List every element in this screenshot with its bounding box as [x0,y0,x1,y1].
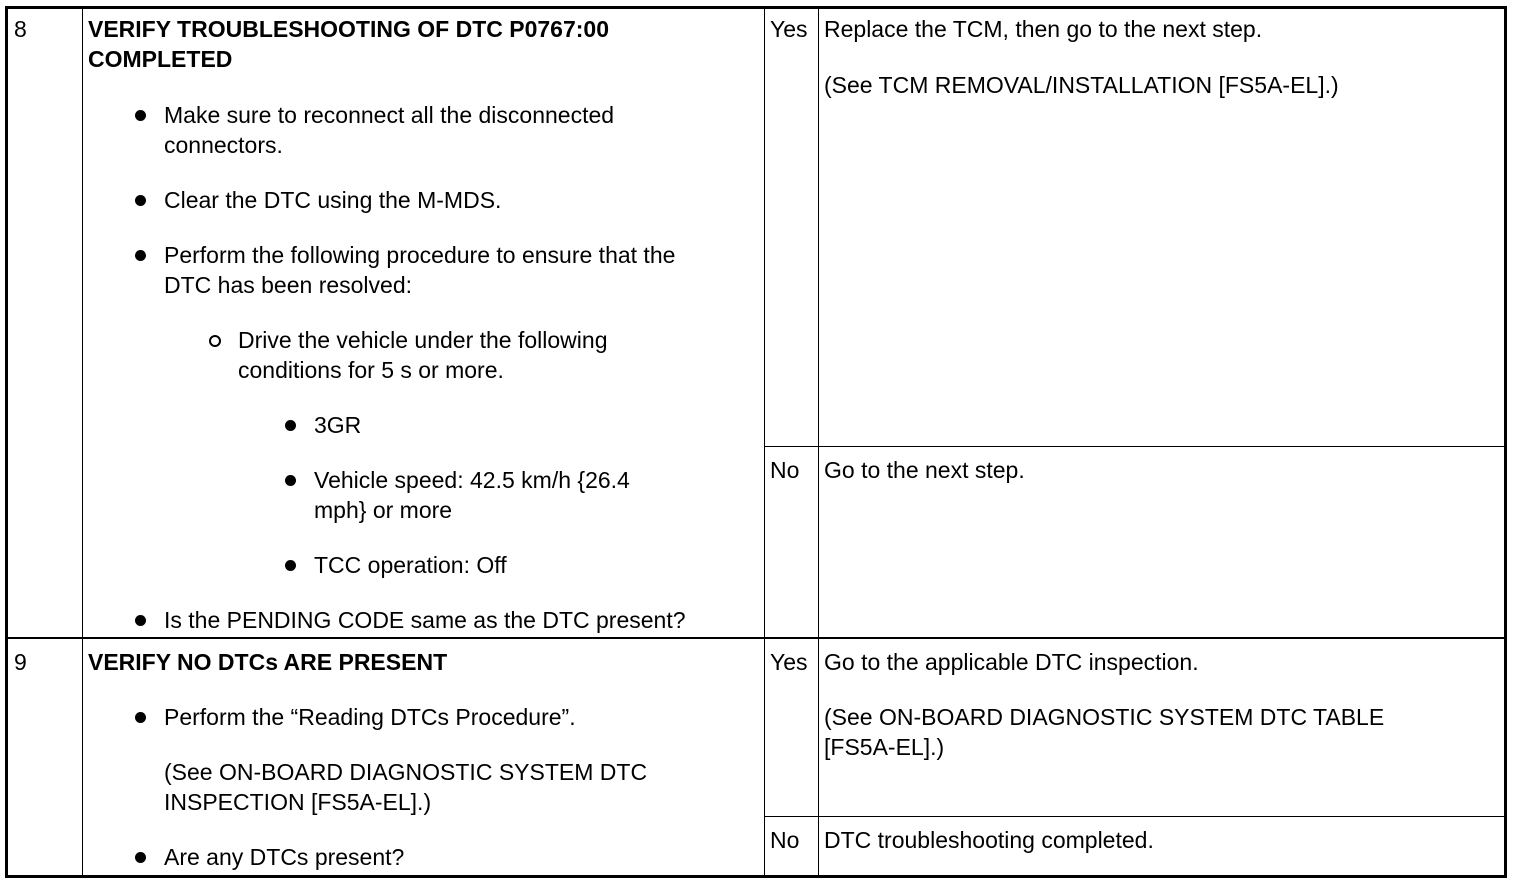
no-label: No [770,457,800,483]
step-number: 8 [14,16,27,42]
sub-bullet-icon [209,335,221,347]
yes-label: Yes [770,16,808,42]
bullet-icon [135,195,146,206]
column-divider-step [82,9,83,875]
column-divider-action [764,9,765,875]
column-divider-result [818,9,819,875]
action-text: Perform the following procedure to ensure that the [164,242,676,268]
bullet-icon [285,420,296,431]
action-text: conditions for 5 s or more. [238,357,504,383]
result-text: Go to the next step. [824,457,1025,483]
step-number: 9 [14,649,27,675]
reference-text: [FS5A-EL].) [824,734,945,760]
troubleshooting-table [5,6,1507,878]
reference-text: (See TCM REMOVAL/INSTALLATION [FS5A-EL].) [824,72,1339,98]
condition-text: 3GR [314,412,362,438]
bullet-icon [135,250,146,261]
bullet-icon [285,560,296,571]
bullet-icon [135,110,146,121]
action-text: connectors. [164,132,283,158]
no-label: No [770,827,800,853]
result-text: Go to the applicable DTC inspection. [824,649,1199,675]
reference-text: (See ON-BOARD DIAGNOSTIC SYSTEM DTC [164,759,648,785]
condition-text: Vehicle speed: 42.5 km/h {26.4 [314,467,630,493]
step-title: COMPLETED [88,46,233,72]
bullet-icon [285,475,296,486]
row-divider-step8-yes-no [764,446,1504,447]
reference-text: (See ON-BOARD DIAGNOSTIC SYSTEM DTC TABLE [824,704,1385,730]
action-text: DTC has been resolved: [164,272,413,298]
step-title: VERIFY NO DTCs ARE PRESENT [88,649,448,675]
condition-text: TCC operation: Off [314,552,507,578]
action-text: Is the PENDING CODE same as the DTC present? [164,607,686,633]
result-text: Replace the TCM, then go to the next step. [824,16,1263,42]
bullet-icon [135,712,146,723]
action-text: Perform the “Reading DTCs Procedure”. [164,704,576,730]
action-text: Make sure to reconnect all the disconnected [164,102,615,128]
step-title: VERIFY TROUBLESHOOTING OF DTC P0767:00 [88,16,610,42]
action-text: Clear the DTC using the M-MDS. [164,187,502,213]
condition-text: mph} or more [314,497,453,523]
action-text: Are any DTCs present? [164,844,405,870]
row-divider-step8-step9 [8,637,1504,639]
action-text: Drive the vehicle under the following [238,327,608,353]
bullet-icon [135,615,146,626]
result-text: DTC troubleshooting completed. [824,827,1154,853]
reference-text: INSPECTION [FS5A-EL].) [164,789,432,815]
yes-label: Yes [770,649,808,675]
row-divider-step9-yes-no [764,816,1504,817]
bullet-icon [135,852,146,863]
